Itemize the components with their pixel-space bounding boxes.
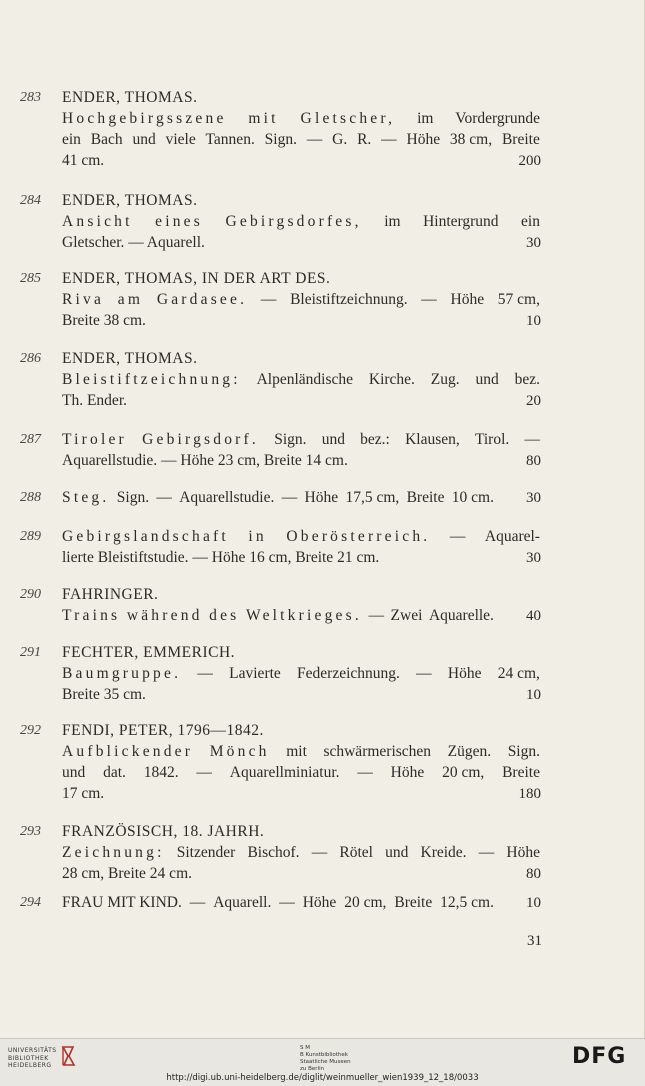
university-logo-line: HEIDELBERG [8,1062,52,1069]
entry-description-line [62,763,540,783]
description-word: und [62,764,86,781]
description-word: während [126,607,203,624]
description-word: — [197,665,213,682]
description-word: Ansicht [62,213,133,230]
entry-price: 20 [526,393,541,409]
entry-number: 288 [20,490,41,505]
description-word: 12,5 cm. [440,894,494,911]
description-word: Th. Ender. [62,392,127,409]
description-word: Gardasee. [156,291,248,308]
entry-price: 10 [526,895,541,911]
entry-number: 286 [20,351,41,366]
description-word: des [209,607,240,624]
entry-description-line [62,685,540,705]
description-word: Aquarellstudie. — Höhe 23 cm, Breite 14 cm. [62,452,348,469]
museum-logo-line: Staatliche Museen [300,1059,351,1065]
entry-number: 285 [20,271,41,286]
description-word: Breite [394,894,433,911]
entry-artist: FAHRINGER. [62,586,159,603]
description-word: Gebirgsdorf. [142,431,259,448]
dfg-logo[interactable]: DFG [572,1044,627,1069]
description-word: bez.: [360,431,390,448]
description-word: Gebirgsdorfes, [225,213,362,230]
description-word: ein [62,131,81,148]
entry-number: 283 [20,90,41,105]
viewer-footer [0,1038,645,1086]
description-word: Mönch [209,743,270,760]
description-word: und [475,371,499,388]
entry-price: 180 [518,786,541,802]
description-word: — [368,607,384,624]
university-crest-icon [60,1045,76,1067]
entry-number: 289 [20,529,41,544]
description-word: — [449,528,466,545]
description-word: Aquarel- [484,528,540,545]
entry-number: 294 [20,895,41,910]
description-word: Klausen, [405,431,460,448]
entry-description-line [62,451,540,471]
entry-description-line [62,430,540,450]
description-word: Breite [501,131,540,148]
description-word: Sign. [264,131,297,148]
entry-description-line [62,548,540,568]
description-word: Aufblickender [62,743,194,760]
entry-description-line [62,784,540,804]
description-word: im [417,110,434,127]
description-word: eines [155,213,203,230]
description-word: Höhe [506,844,540,861]
description-word: Bleistiftzeichnung. [290,291,408,308]
entry-description-line [62,893,494,913]
description-word: Lavierte [229,665,281,682]
description-word: — [524,431,540,448]
entry-description-line [62,527,540,547]
description-word: Bleistiftzeichnung: [62,371,241,388]
description-word: dat. [103,764,126,781]
description-word: Hintergrund [423,213,499,230]
description-word: Steg. [62,489,110,506]
museum-logo-line: S M [300,1045,310,1051]
entry-artist: FECHTER, EMMERICH. [62,644,236,661]
description-word: Breite 38 cm. [62,312,146,329]
description-word: schwärmerischen [323,743,432,760]
entry-price: 30 [526,490,541,506]
description-word: Gletscher. — Aquarell. [62,234,205,251]
description-word: Aquarell. [213,894,272,911]
museum-logo-line: zu Berlin [300,1066,325,1072]
description-word: Bischof. [247,844,300,861]
entry-description-line [62,151,540,171]
description-word: Kirche. [368,371,415,388]
description-word: Federzeichnung. [297,665,400,682]
description-word: und [321,431,345,448]
description-word: Höhe [406,131,441,148]
page-number: 31 [527,933,542,949]
description-word: R. [357,131,372,148]
description-word: Tirol. [474,431,510,448]
entry-number: 290 [20,587,41,602]
university-library-logo[interactable] [8,1047,57,1070]
entry-description-line [62,843,540,863]
permalink-url[interactable]: http://digi.ub.uni-heidelberg.de/diglit/weinmueller_wien1939_12_18/0033 [166,1073,479,1083]
description-word: Zug. [430,371,460,388]
description-word: 20 cm, [442,764,485,781]
description-word: 17 cm. [62,785,105,802]
entry-description-line [62,130,540,150]
museum-library-logo[interactable] [300,1045,351,1073]
description-word: Alpenländische [256,371,354,388]
entry-number: 287 [20,432,41,447]
entry-artist: FRANZÖSISCH, 18. JAHRH. [62,823,265,840]
description-word: 17,5 cm, [345,489,400,506]
description-word: Höhe [390,764,425,781]
description-word: Trains [62,607,121,624]
description-word: Baumgruppe. [62,665,182,682]
description-word: — [260,291,277,308]
description-word: mit [248,110,279,127]
entry-price: 10 [526,313,541,329]
entry-number: 284 [20,193,41,208]
description-word: ein [521,213,540,230]
entry-price: 30 [526,550,541,566]
entry-price: 200 [518,153,541,169]
description-word: — [189,894,206,911]
description-word: Sign. [116,489,150,506]
description-word: Zügen. [447,743,492,760]
entry-number: 291 [20,645,41,660]
description-word: 57 cm, [497,291,540,308]
entry-artist: ENDER, THOMAS. [62,350,198,367]
description-word: Sign. [507,743,540,760]
entry-description-line [62,212,540,232]
description-word: Gebirgslandschaft [62,528,229,545]
entry-description-line [62,488,494,508]
university-logo-line: UNIVERSITÄTS [8,1047,57,1054]
entry-description-line [62,370,540,390]
description-word: — [357,764,373,781]
description-word: Tannen. [205,131,255,148]
description-word: — [311,844,328,861]
entry-description-line [62,664,540,684]
description-word: Zeichnung: [62,844,165,861]
description-word: Sign. [274,431,307,448]
entry-description-line [62,606,494,626]
description-word: — [478,844,495,861]
description-word: — [421,291,437,308]
description-word: — [156,489,172,506]
description-word: — [196,764,212,781]
description-word: Breite 35 cm. [62,686,146,703]
entry-artist: ENDER, THOMAS, IN DER ART DES. [62,270,331,287]
description-word: viele [165,131,196,148]
description-word: Aquarellminiatur. [229,764,340,781]
description-word: Zwei [390,607,423,624]
description-word: Breite [502,764,540,781]
description-word: Kreide. [420,844,467,861]
description-word: Aquarellstudie. [179,489,275,506]
entry-artist: ENDER, THOMAS. [62,192,198,209]
entry-description-line [62,742,540,762]
description-word: Bach [90,131,123,148]
description-word: in [248,528,267,545]
description-word: 10 cm. [451,489,494,506]
entry-artist: FENDI, PETER, 1796—1842. [62,722,264,739]
description-word: am [117,291,144,308]
description-word: Oberösterreich. [286,528,431,545]
description-word: Vordergrunde [455,110,540,127]
entry-description-line [62,864,540,884]
description-word: 1842. [143,764,179,781]
description-word: Höhe [450,291,485,308]
description-word: 41 cm. [62,152,105,169]
description-word: Tiroler [62,431,127,448]
entry-description-line [62,391,540,411]
description-word: Höhe [304,489,339,506]
entry-price: 10 [526,687,541,703]
description-word: Höhe [447,665,482,682]
description-word: — [381,131,397,148]
description-word: Gletscher, [300,110,396,127]
description-word: Sitzender [176,844,236,861]
description-word: Höhe [302,894,337,911]
description-word: — [281,489,298,506]
description-word: Riva [62,291,105,308]
description-word: 28 cm, Breite 24 cm. [62,865,192,882]
entry-price: 80 [526,453,541,469]
museum-logo-line: B Kunstbibliothek [300,1052,348,1058]
description-word: — [306,131,323,148]
description-word: 38 cm, [449,131,493,148]
entry-number: 292 [20,723,41,738]
entry-description-line [62,233,540,253]
description-word: im [384,213,401,230]
description-word: mit [286,743,307,760]
entry-price: 30 [526,235,541,251]
entry-description-line [62,311,540,331]
description-word: FRAU MIT KIND. [62,894,182,911]
description-word: Breite [406,489,445,506]
description-word: Rötel [339,844,373,861]
description-word: lierte Bleistiftstudie. — Höhe 16 cm, Breite 21 cm. [62,549,380,566]
description-word: Weltkrieges. [245,607,362,624]
description-word: Aquarelle. [428,607,494,624]
description-word: G. [332,131,348,148]
description-word: 20 cm, [344,894,387,911]
description-word: und [385,844,409,861]
description-word: — [279,894,295,911]
entry-price: 40 [526,608,541,624]
description-word: — [416,665,432,682]
entry-artist: ENDER, THOMAS. [62,89,198,106]
description-word: bez. [514,371,540,388]
entry-price: 80 [526,866,541,882]
entry-number: 293 [20,824,41,839]
university-logo-line: BIBLIOTHEK [8,1054,49,1062]
entry-description-line [62,109,540,129]
entry-description-line [62,290,540,310]
description-word: und [132,131,156,148]
description-word: Hochgebirgsszene [62,110,227,127]
description-word: 24 cm, [497,665,540,682]
